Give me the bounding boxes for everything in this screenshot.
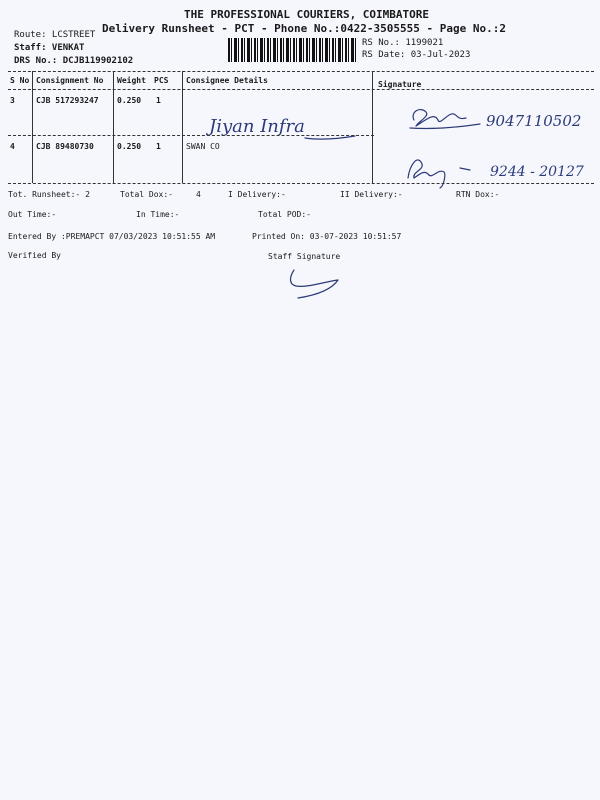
row-sno: 4 bbox=[10, 142, 15, 151]
ii-delivery: II Delivery:- bbox=[340, 190, 403, 199]
row-weight: 0.250 bbox=[117, 96, 142, 105]
svg-text:9047110502: 9047110502 bbox=[486, 112, 582, 130]
printed-on: Printed On: 03-07-2023 10:51:57 bbox=[252, 232, 402, 241]
col-header-consignee: Consignee Details bbox=[186, 76, 268, 85]
table-header-rule bbox=[8, 89, 594, 90]
in-time: In Time:- bbox=[136, 210, 180, 219]
total-dox-label: Total Dox:- bbox=[120, 190, 173, 199]
total-dox-value: 4 bbox=[196, 190, 201, 199]
row-pcs: 1 bbox=[156, 96, 161, 105]
total-pod: Total POD:- bbox=[258, 210, 311, 219]
col-divider bbox=[113, 71, 114, 183]
out-time: Out Time:- bbox=[8, 210, 57, 219]
col-header-weight: Weight bbox=[117, 76, 146, 85]
row-consignment: CJB 517293247 bbox=[36, 96, 99, 105]
tot-runsheet: Tot. Runsheet:- 2 bbox=[8, 190, 90, 199]
col-header-consignment: Consignment No bbox=[36, 76, 104, 85]
drs-number: DRS No.: DCJB119902102 bbox=[14, 56, 134, 66]
rs-number: RS No.: 1199021 bbox=[362, 38, 444, 48]
col-header-pcs: PCS bbox=[154, 76, 169, 85]
svg-text:9244 - 20127: 9244 - 20127 bbox=[490, 164, 584, 180]
table-top-rule bbox=[8, 71, 594, 72]
entered-by: Entered By :PREMAPCT 07/03/2023 10:51:55 AM bbox=[8, 232, 216, 241]
col-divider bbox=[182, 71, 183, 183]
runsheet-subtitle: Delivery Runsheet - PCT - Phone No.:0422-3505555 - Page No.:2 bbox=[102, 22, 506, 35]
table-bottom-rule bbox=[8, 183, 594, 184]
route-label: Route: LCSTREET bbox=[14, 30, 96, 40]
verified-by: Verified By bbox=[8, 251, 61, 260]
row-weight: 0.250 bbox=[117, 142, 142, 151]
consignee-handwriting bbox=[205, 110, 365, 144]
col-divider bbox=[372, 71, 373, 183]
col-header-sno: S No bbox=[10, 76, 30, 85]
row-sno: 3 bbox=[10, 96, 15, 105]
rs-date: RS Date: 03-Jul-2023 bbox=[362, 50, 471, 60]
barcode-image bbox=[228, 38, 358, 62]
staff-signature-mark bbox=[282, 266, 352, 302]
svg-text:Jiyan Infra: Jiyan Infra bbox=[209, 116, 305, 137]
row-consignment: CJB 89480730 bbox=[36, 142, 94, 151]
signature-1 bbox=[408, 98, 582, 138]
col-header-signature: Signature bbox=[378, 80, 422, 89]
row-divider bbox=[8, 135, 374, 136]
staff-label: Staff: VENKAT bbox=[14, 43, 85, 53]
row-consignee: SWAN CO bbox=[186, 142, 220, 151]
i-delivery: I Delivery:- bbox=[228, 190, 286, 199]
signature-2 bbox=[404, 150, 584, 190]
row-pcs: 1 bbox=[156, 142, 161, 151]
rtn-dox: RTN Dox:- bbox=[456, 190, 500, 199]
company-title: THE PROFESSIONAL COURIERS, COIMBATORE bbox=[184, 8, 430, 21]
staff-signature-label: Staff Signature bbox=[268, 252, 341, 261]
col-divider bbox=[32, 71, 33, 183]
